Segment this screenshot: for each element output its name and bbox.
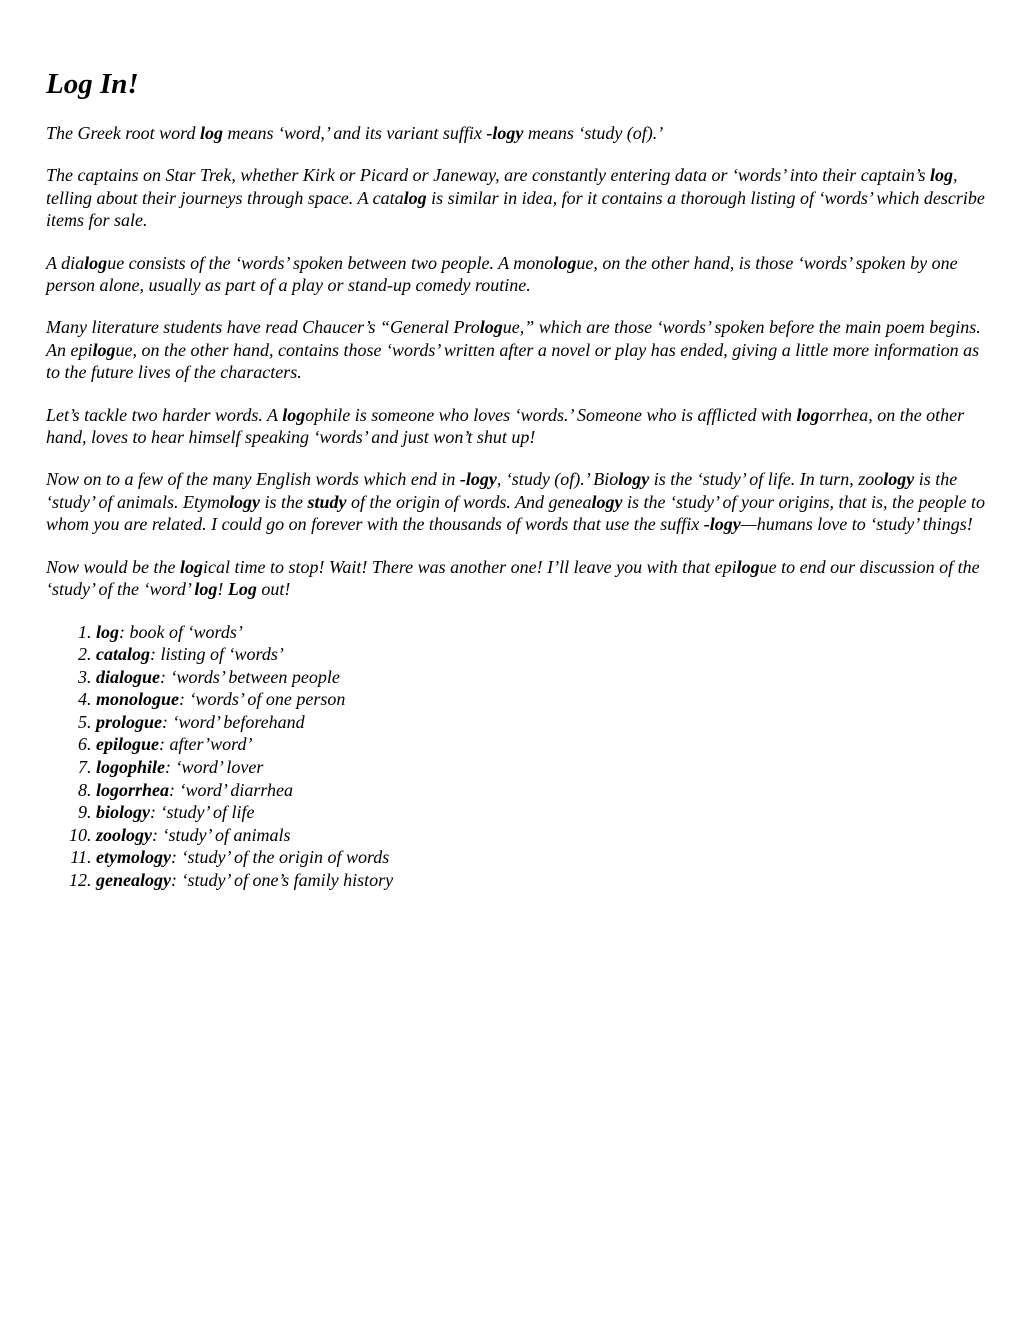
list-definition: : ‘words’ of one person [179,689,346,710]
list-term: biology [96,802,150,823]
paragraph [46,404,986,449]
list-item [96,846,986,869]
list-term: logophile [96,757,166,778]
list-definition: : ‘words’ between people [160,666,340,687]
paragraph-text: The captains on Star Trek, whether Kirk or Picard or Janeway, are constantly entering data or ‘words’ into their captain’s [46,165,930,186]
list-definition: : ‘word’ lover [165,757,264,778]
paragraph-text: of the origin of words. And genea [346,491,592,512]
bold-root-text: Log [227,579,257,600]
list-definition: : ‘study’ of the origin of words [170,847,390,868]
paragraph-text: ue,” which are those ‘words’ spoken before the main poem begins. An epi [46,317,981,360]
paragraph-text: is the [259,491,308,512]
bold-root-text: -logy [703,514,741,535]
list-item [96,643,986,666]
paragraph-text: , telling about their journeys through space. A cata [46,165,958,208]
paragraph [46,556,986,601]
page-title: Log In! [46,68,139,100]
paragraph-text: is similar in idea, for it contains a thorough listing of ‘words’ which describe items for sale. [46,187,985,231]
bold-root-text: -logy [486,123,524,143]
list-item [96,824,986,847]
list-definition: : after’word’ [159,734,253,755]
list-term: epilogue [96,734,159,755]
bold-root-text: log [479,317,503,338]
paragraph-text: Many literature students have read Chaucer’s “General Pro [46,317,480,338]
list-term: monologue [96,689,180,710]
paragraph-text: means ‘study (of).’ [523,123,664,143]
bold-root-text: log [92,339,116,360]
list-definition: : ‘study’ of life [150,802,255,823]
list-term: catalog [96,644,150,665]
list-definition: : book of ‘words’ [119,621,243,642]
vocabulary-list [46,621,986,892]
paragraph [46,122,986,144]
list-item [96,869,986,892]
bold-root-text: log [796,404,820,425]
paragraph-text: ical time to stop! Wait! There was another one! I’ll leave you with that epi [203,556,737,577]
bold-root-text: logy [618,469,650,490]
list-item [96,621,986,644]
list-item [96,666,986,689]
bold-root-text: log [199,123,223,143]
bold-root-text: log [180,556,204,577]
body-text [46,122,986,601]
list-term: etymology [96,847,171,868]
bold-root-text: -logy [459,469,497,490]
list-definition: : listing of ‘words’ [150,644,284,665]
bold-root-text: log [929,165,953,186]
list-item [96,801,986,824]
list-item [96,756,986,779]
paragraph-text: , ‘study (of).’ Bio [496,469,619,490]
list-definition: : ‘word’ beforehand [162,711,305,732]
paragraph-text: orrhea, on the other hand, loves to hear himself speaking ‘words’ and just won’t shut up! [46,404,965,448]
bold-root-text: log [553,252,577,273]
paragraph-text: —humans love to ‘study’ things! [740,514,973,535]
list-term: dialogue [96,666,161,687]
paragraph-text: is the ‘study’ of your origins, that is, the people to whom you are related. I could go on forever with the thousands of words that use the suffix [46,491,985,535]
document-page [46,64,986,892]
paragraph-text: ! [217,579,228,600]
paragraph-text: ue consists of the ‘words’ spoken between two people. A mono [107,252,554,273]
paragraph [46,252,986,297]
bold-root-text: log [403,187,427,208]
list-term: log [96,621,120,642]
bold-root-text: log [194,579,218,600]
paragraph [46,316,986,383]
paragraph-text: ophile is someone who loves ‘words.’ Someone who is afflicted with [305,404,797,425]
list-definition: : ‘word’ diarrhea [169,779,294,800]
bold-root-text: log [736,556,760,577]
bold-root-text: logy [883,469,915,490]
paragraph-text: Now on to a few of the many English words which end in [46,469,460,490]
paragraph-text: ue, on the other hand, is those ‘words’ spoken by one person alone, usually as part of a play or stand-up comedy routine. [46,252,958,296]
paragraph-text: means ‘word,’ and its variant suffix [223,123,487,143]
paragraph-text: The Greek root word [46,123,200,143]
paragraph-text: is the ‘study’ of life. In turn, zoo [649,469,884,490]
list-definition: : ‘study’ of animals [152,824,291,845]
list-term: genealogy [96,870,171,891]
bold-root-text: log [282,404,306,425]
paragraph [46,468,986,535]
paragraph [46,164,986,231]
paragraph-text: ue to end our discussion of the ‘study’ of the ‘word’ [46,556,980,600]
paragraph-text: Now would be the [46,556,180,577]
paragraph-text: ue, on the other hand, contains those ‘words’ written after a novel or play has ended, giving a little more information as to the future lives of the characters. [46,339,980,383]
list-term: zoology [96,824,152,845]
paragraph-text: out! [256,579,291,600]
list-definition: : ‘study’ of one’s family history [170,870,394,891]
list-item [96,779,986,802]
paragraph-text: is the ‘study’ of animals. Etymo [46,469,958,512]
list-term: prologue [96,711,163,732]
list-item [96,688,986,711]
paragraph-text: Let’s tackle two harder words. A [46,404,283,425]
list-term: logorrhea [96,779,170,800]
bold-root-text: logy [228,491,260,512]
bold-root-text: log [84,252,108,273]
bold-root-text: study [307,491,347,512]
list-item [96,711,986,734]
bold-root-text: logy [591,491,623,512]
paragraph-text: A dia [46,252,85,273]
list-item [96,733,986,756]
